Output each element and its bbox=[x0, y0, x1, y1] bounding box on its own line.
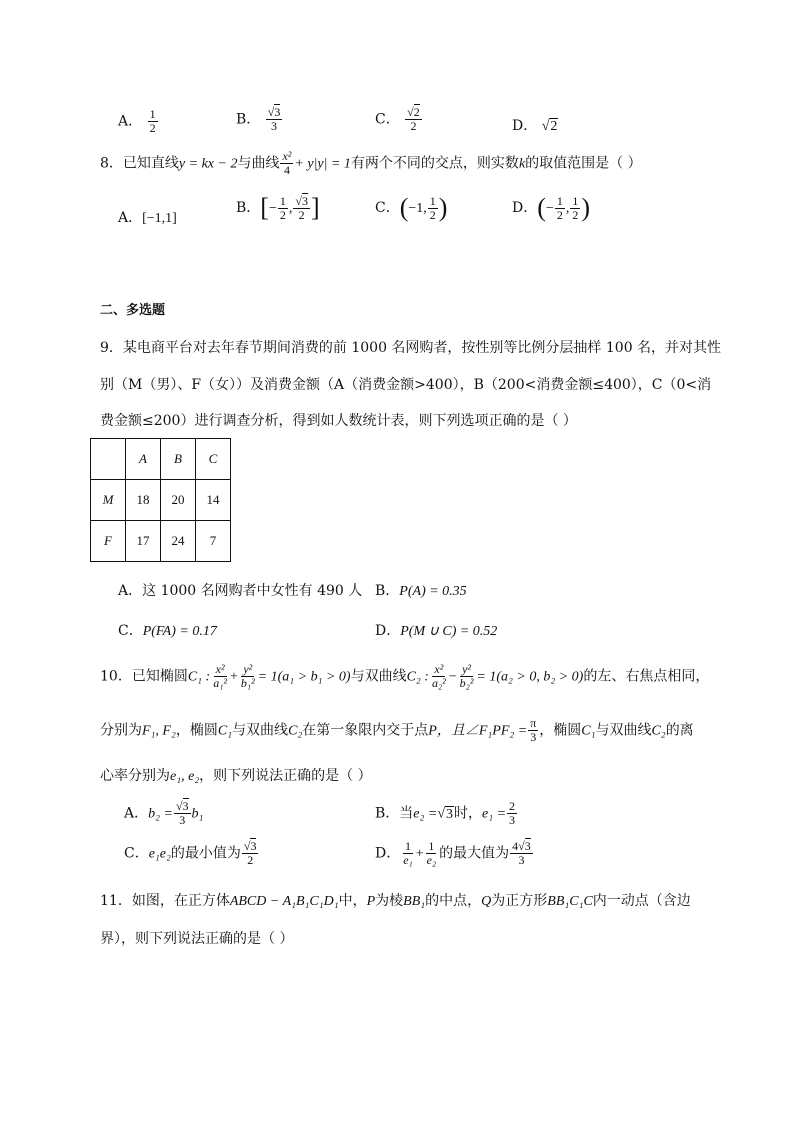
radicand: 3 bbox=[182, 799, 189, 813]
table-header-cell bbox=[91, 439, 126, 480]
right-bracket: ] bbox=[310, 193, 320, 222]
option-label: D． bbox=[512, 118, 538, 134]
option-text: P(M ∪ C) = 0.52 bbox=[400, 624, 498, 639]
table-header-cell: C bbox=[196, 439, 231, 480]
q10-line-3 bbox=[100, 765, 372, 785]
left-bracket: [ bbox=[260, 193, 269, 222]
numerator: 1 bbox=[556, 193, 563, 208]
denominator: e₂ bbox=[426, 853, 437, 867]
fraction bbox=[280, 150, 293, 177]
numerator: 1 bbox=[279, 193, 286, 208]
denominator: b₂² bbox=[459, 676, 474, 690]
fraction bbox=[148, 108, 158, 135]
option-label: A． bbox=[118, 583, 143, 599]
denominator: 2 bbox=[572, 207, 579, 222]
denominator: 3 bbox=[518, 853, 525, 867]
math: C₂ bbox=[651, 723, 666, 739]
option-label: D． bbox=[512, 200, 538, 216]
numerator: y² bbox=[243, 662, 253, 676]
numerator: x² bbox=[215, 662, 225, 676]
denominator: 3 bbox=[530, 730, 537, 744]
table-row bbox=[91, 480, 231, 521]
radicand: 2 bbox=[413, 105, 420, 119]
table-cell: 20 bbox=[161, 480, 196, 521]
q8-option-d bbox=[512, 193, 590, 223]
math: BB₁ bbox=[403, 894, 426, 909]
radicand: 3 bbox=[301, 193, 308, 208]
plus: + bbox=[415, 846, 424, 862]
math-condition: = 1(a₂ > 0, b₂ > 0) bbox=[476, 669, 584, 685]
option-label: C． bbox=[375, 111, 400, 128]
math: C₁ bbox=[581, 723, 596, 739]
fraction bbox=[430, 663, 448, 690]
option-label: B． bbox=[375, 805, 400, 822]
math: C₁ bbox=[217, 723, 233, 739]
option-label: B． bbox=[236, 111, 261, 128]
numerator: √3 bbox=[295, 193, 308, 208]
numerator: √3 bbox=[267, 105, 281, 119]
denominator: a₂² bbox=[431, 676, 446, 690]
denominator: 2 bbox=[556, 207, 563, 222]
q11-line-1 bbox=[100, 890, 691, 910]
q7-option-d bbox=[512, 115, 558, 135]
fraction bbox=[428, 195, 438, 222]
math: e₁ = bbox=[482, 806, 507, 822]
option-label: B． bbox=[375, 583, 400, 599]
math: ABCD − A₁B₁C₁D₁ bbox=[229, 894, 339, 909]
table-cell: 24 bbox=[161, 521, 196, 562]
numerator: √3 bbox=[243, 839, 257, 853]
fraction bbox=[278, 195, 288, 222]
option-label: D． bbox=[375, 623, 401, 639]
math-foci: F₁, F₂ bbox=[142, 723, 176, 739]
q11-line-2: 界），则下列说法正确的是（ ） bbox=[100, 931, 294, 947]
text: 内一动点（含边 bbox=[592, 893, 691, 909]
minus: − bbox=[448, 669, 457, 685]
comma: , bbox=[565, 201, 570, 216]
left-paren: ( bbox=[399, 193, 409, 222]
numerator: √2 bbox=[407, 105, 420, 119]
option-label: B． bbox=[236, 200, 261, 216]
math: Q bbox=[481, 894, 492, 909]
math: e₁, e₂ bbox=[170, 769, 200, 784]
text: 与双曲线 bbox=[595, 722, 652, 739]
right-paren: ) bbox=[581, 193, 590, 222]
math-angle: ，且∠F₁PF₂ = bbox=[436, 723, 528, 739]
denominator: 2 bbox=[279, 207, 286, 222]
text: 的离 bbox=[665, 722, 694, 739]
q9-option-a bbox=[118, 580, 362, 600]
table-cell: 14 bbox=[196, 480, 231, 521]
text: 的最大值为 bbox=[439, 845, 510, 862]
text: 的左、右焦点相同， bbox=[583, 668, 710, 685]
numerator: x² bbox=[282, 149, 292, 163]
text: ，则下列说法正确的是（ ） bbox=[199, 768, 372, 784]
text: 的最小值为 bbox=[170, 845, 241, 862]
denominator: e₁ bbox=[403, 853, 413, 867]
text: 的取值范围是（ ） bbox=[525, 155, 642, 172]
text: ，椭圆 bbox=[539, 722, 582, 739]
table-row bbox=[91, 521, 231, 562]
left-paren: ( bbox=[537, 193, 546, 222]
q9-option-b bbox=[375, 580, 467, 600]
comma: , bbox=[288, 201, 293, 216]
math: b₂ = bbox=[148, 806, 173, 822]
math: C₂ bbox=[288, 723, 303, 739]
q10-line-2 bbox=[100, 717, 694, 744]
radicand: 3 bbox=[250, 839, 257, 853]
minus: − bbox=[545, 201, 554, 216]
fraction bbox=[570, 195, 580, 222]
sqrt: √2 bbox=[541, 119, 558, 134]
radicand: 3 bbox=[524, 839, 531, 853]
table-header-row bbox=[91, 439, 231, 480]
math: P bbox=[428, 723, 437, 739]
fraction bbox=[507, 800, 517, 827]
q8-option-a bbox=[118, 207, 177, 227]
math-c1: C₁ : bbox=[187, 669, 211, 685]
denominator: 2 bbox=[247, 853, 254, 867]
question-number: 10． bbox=[100, 668, 132, 685]
text: 已知椭圆 bbox=[131, 668, 188, 685]
fraction bbox=[405, 106, 422, 133]
numerator: √3 bbox=[175, 799, 189, 813]
minus: − bbox=[268, 201, 277, 216]
math: b₁ bbox=[191, 806, 204, 822]
q10-option-b bbox=[375, 800, 518, 827]
option-text: 这 1000 名网购者中女性有 490 人 bbox=[142, 583, 363, 599]
q9-line-3: 费金额≤200）进行调查分析，得到如人数统计表，则下列选项正确的是（ ） bbox=[100, 413, 577, 429]
fraction bbox=[174, 800, 191, 827]
q9-line-1: 9．某电商平台对去年春节期间消费的前 1000 名网购者，按性别等比例分层抽样 100 名，并对其性 bbox=[100, 340, 722, 356]
fraction bbox=[242, 840, 259, 867]
text: 在第一象限内交于点 bbox=[302, 722, 429, 739]
fraction bbox=[458, 663, 476, 690]
q9-option-d bbox=[375, 620, 497, 640]
denominator: 3 bbox=[509, 813, 516, 827]
numerator: 1 bbox=[149, 107, 156, 121]
text: 与双曲线 bbox=[350, 668, 407, 685]
numerator: x² bbox=[434, 662, 444, 676]
table-header-cell: A bbox=[126, 439, 161, 480]
option-label: A． bbox=[118, 113, 143, 130]
math-condition: = 1(a₁ > b₁ > 0) bbox=[257, 669, 351, 685]
table-cell: 17 bbox=[126, 521, 161, 562]
table-row-header: F bbox=[91, 521, 126, 562]
numerator: 1 bbox=[429, 193, 436, 208]
numerator: 2 bbox=[509, 799, 516, 813]
fraction bbox=[510, 840, 533, 867]
question-number: 8． bbox=[100, 155, 123, 172]
option-label: D． bbox=[375, 845, 401, 862]
coefficient: 4 bbox=[512, 839, 519, 853]
option-label: C． bbox=[118, 623, 143, 639]
q9-option-c bbox=[118, 620, 217, 640]
numerator: y² bbox=[462, 662, 471, 676]
fraction bbox=[293, 195, 310, 222]
text: 的中点， bbox=[425, 893, 482, 909]
text: 为棱 bbox=[375, 893, 404, 909]
denominator: 3 bbox=[179, 813, 186, 827]
denominator: 3 bbox=[271, 119, 278, 133]
fraction bbox=[211, 663, 229, 690]
math: e₁e₂ bbox=[148, 846, 171, 862]
table-header-cell: B bbox=[161, 439, 196, 480]
fraction bbox=[425, 840, 439, 867]
q9-line-2: 别（M（男）、F（女））及消费金额（A（消费金额>400），B（200<消费金额≤400），C（0<消 bbox=[100, 377, 712, 393]
option-label: C． bbox=[124, 845, 149, 862]
q8-option-c bbox=[375, 193, 447, 223]
right-paren: ) bbox=[438, 193, 448, 222]
q10-option-c bbox=[124, 840, 259, 867]
radicand: 2 bbox=[550, 119, 558, 134]
text: 与曲线 bbox=[237, 155, 280, 172]
denominator: 2 bbox=[410, 119, 417, 133]
numerator: π bbox=[530, 716, 537, 730]
text: 中， bbox=[338, 893, 367, 909]
radicand: 3 bbox=[274, 105, 281, 119]
option-label: A． bbox=[118, 210, 143, 226]
numerator: 1 bbox=[404, 839, 411, 853]
denominator: 4 bbox=[283, 163, 290, 177]
math-curve: + y|y| = 1 bbox=[294, 156, 351, 172]
q8-stem bbox=[100, 150, 642, 177]
q10-line-1 bbox=[100, 663, 709, 690]
denominator: 2 bbox=[298, 207, 305, 222]
math: e₂ = bbox=[413, 806, 438, 822]
math: BB₁C₁C bbox=[547, 894, 593, 909]
fraction bbox=[401, 840, 415, 867]
q7-option-a bbox=[118, 108, 159, 135]
text: 为正方形 bbox=[491, 893, 548, 909]
text: 与双曲线 bbox=[232, 722, 289, 739]
q10-option-d bbox=[375, 840, 534, 867]
q10-option-a bbox=[124, 800, 203, 827]
fraction bbox=[239, 663, 257, 690]
math-c2: C₂ : bbox=[406, 669, 429, 685]
text: 时， bbox=[454, 805, 483, 822]
text: 心率分别为 bbox=[100, 768, 170, 784]
sqrt: √3 bbox=[437, 806, 454, 822]
numerator: 1 bbox=[572, 193, 579, 208]
q7-option-b bbox=[236, 106, 283, 133]
option-text: P(A) = 0.35 bbox=[399, 584, 467, 599]
section-heading: 二、多选题 bbox=[100, 303, 166, 318]
q7-option-c bbox=[375, 106, 423, 133]
text: 有两个不同的交点，则实数 bbox=[350, 155, 519, 172]
numerator: 4√3 bbox=[512, 839, 531, 853]
radicand: 3 bbox=[446, 806, 454, 822]
text: 分别为 bbox=[100, 722, 142, 739]
option-text: [−1,1] bbox=[142, 211, 177, 226]
fraction bbox=[555, 195, 565, 222]
denominator: a₁² bbox=[213, 676, 227, 690]
table-row-header: M bbox=[91, 480, 126, 521]
numerator: 1 bbox=[428, 839, 435, 853]
math-k: k bbox=[518, 156, 526, 172]
text: ，椭圆 bbox=[175, 722, 218, 739]
denominator: 2 bbox=[429, 207, 436, 222]
option-label: A． bbox=[124, 805, 149, 822]
table-cell: 18 bbox=[126, 480, 161, 521]
lower-bound: −1, bbox=[408, 201, 427, 216]
table-cell: 7 bbox=[196, 521, 231, 562]
math: P bbox=[366, 894, 376, 909]
q8-option-b bbox=[236, 193, 320, 223]
denominator: 2 bbox=[149, 121, 156, 135]
data-table bbox=[90, 438, 231, 562]
fraction bbox=[266, 106, 283, 133]
option-text: P(FA) = 0.17 bbox=[142, 624, 217, 639]
text: 当 bbox=[399, 805, 414, 822]
math-line: y = kx − 2 bbox=[178, 156, 238, 172]
fraction bbox=[528, 717, 538, 744]
text: 已知直线 bbox=[122, 155, 179, 172]
text: 11．如图，在正方体 bbox=[100, 893, 230, 909]
plus: + bbox=[229, 669, 238, 685]
option-label: C． bbox=[375, 200, 400, 216]
denominator: b₁² bbox=[240, 676, 255, 690]
